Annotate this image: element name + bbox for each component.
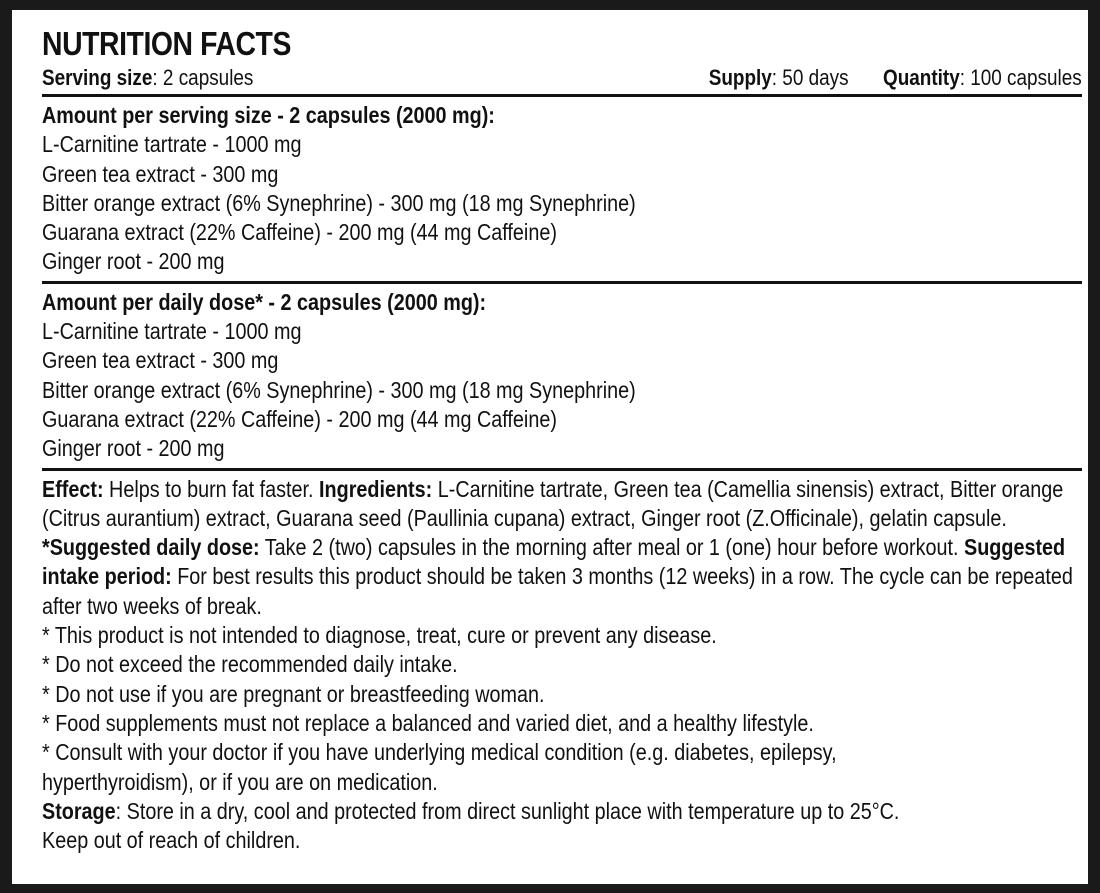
per-serving-section xyxy=(42,97,1082,281)
serving-size-label: Serving size xyxy=(42,65,153,90)
ingredient-line: Bitter orange extract (6% Synephrine) - 300 mg (18 mg Synephrine) xyxy=(42,189,636,216)
per-serving-heading: Amount per serving size - 2 capsules (2000 mg): xyxy=(42,102,495,128)
storage-text: : Store in a dry, cool and protected from direct sunlight place with temperature up to 25°C. xyxy=(115,797,900,824)
suggested-dose-text: Take 2 (two) capsules in the morning after meal or 1 (one) hour before workout. xyxy=(259,534,965,561)
storage-label: Storage xyxy=(42,797,116,824)
warning-line: * Consult with your doctor if you have underlying medical condition (e.g. diabetes, epilepsy, xyxy=(42,739,837,766)
quantity-label: Quantity xyxy=(883,65,960,90)
effect-label: Effect: xyxy=(42,475,104,502)
children-warning: Keep out of reach of children. xyxy=(42,827,301,854)
storage-line xyxy=(42,797,936,826)
quantity-value: : 100 capsules xyxy=(959,65,1082,90)
warning-line: * Do not exceed the recommended daily intake. xyxy=(42,651,458,678)
ingredient-line: Green tea extract - 300 mg xyxy=(42,347,279,374)
warning-line: * Food supplements must not replace a balanced and varied diet, and a healthy lifestyle. xyxy=(42,709,814,736)
supply-quantity xyxy=(709,64,1082,92)
supply-label: Supply xyxy=(708,65,773,90)
nutrition-label xyxy=(42,24,1082,855)
ingredient-line: L-Carnitine tartrate - 1000 mg xyxy=(42,318,302,345)
ingredient-line: Ginger root - 200 mg xyxy=(42,435,225,462)
serving-size xyxy=(42,64,253,92)
supply-value: : 50 days xyxy=(772,65,849,90)
ingredient-line: Guarana extract (22% Caffeine) - 200 mg (44 mg Caffeine) xyxy=(42,219,557,246)
ingredients-label: Ingredients: xyxy=(319,475,433,502)
per-daily-section xyxy=(42,284,1082,468)
info-paragraph xyxy=(42,475,1083,621)
effect-text: Helps to burn fat faster. xyxy=(103,475,320,502)
ingredients-text: L-Carnitine tartrate, Green tea (Camellia sinensis) extract, Bitter orange (Citrus aurantium) extract, Guarana seed (Paullinia cupana) extract, Ginger root (Z.Officinale), gelatin capsule. xyxy=(42,475,1064,531)
warning-line: * Do not use if you are pregnant or breastfeeding woman. xyxy=(42,680,545,707)
ingredient-line: Ginger root - 200 mg xyxy=(42,248,225,275)
ingredient-line: Green tea extract - 300 mg xyxy=(42,160,279,187)
warning-line: * This product is not intended to diagnose, treat, cure or prevent any disease. xyxy=(42,622,717,649)
ingredient-line: Bitter orange extract (6% Synephrine) - 300 mg (18 mg Synephrine) xyxy=(42,376,636,403)
serving-size-value: : 2 capsules xyxy=(152,65,254,90)
ingredient-line: L-Carnitine tartrate - 1000 mg xyxy=(42,131,302,158)
intake-period-label: Suggested intake period: xyxy=(42,534,1066,590)
info-section xyxy=(42,471,1082,856)
warning-line: hyperthyroidism), or if you are on medication. xyxy=(42,768,438,795)
label-title: NUTRITION FACTS xyxy=(42,25,291,62)
ingredient-line: Guarana extract (22% Caffeine) - 200 mg (44 mg Caffeine) xyxy=(42,405,557,432)
suggested-dose-label: *Suggested daily dose: xyxy=(42,534,260,561)
header-row xyxy=(42,64,1082,94)
per-daily-heading: Amount per daily dose* - 2 capsules (2000 mg): xyxy=(42,288,487,315)
intake-period-text: For best results this product should be taken 3 months (12 weeks) in a row. The cycle can be repeated after two weeks of break. xyxy=(42,563,1073,619)
